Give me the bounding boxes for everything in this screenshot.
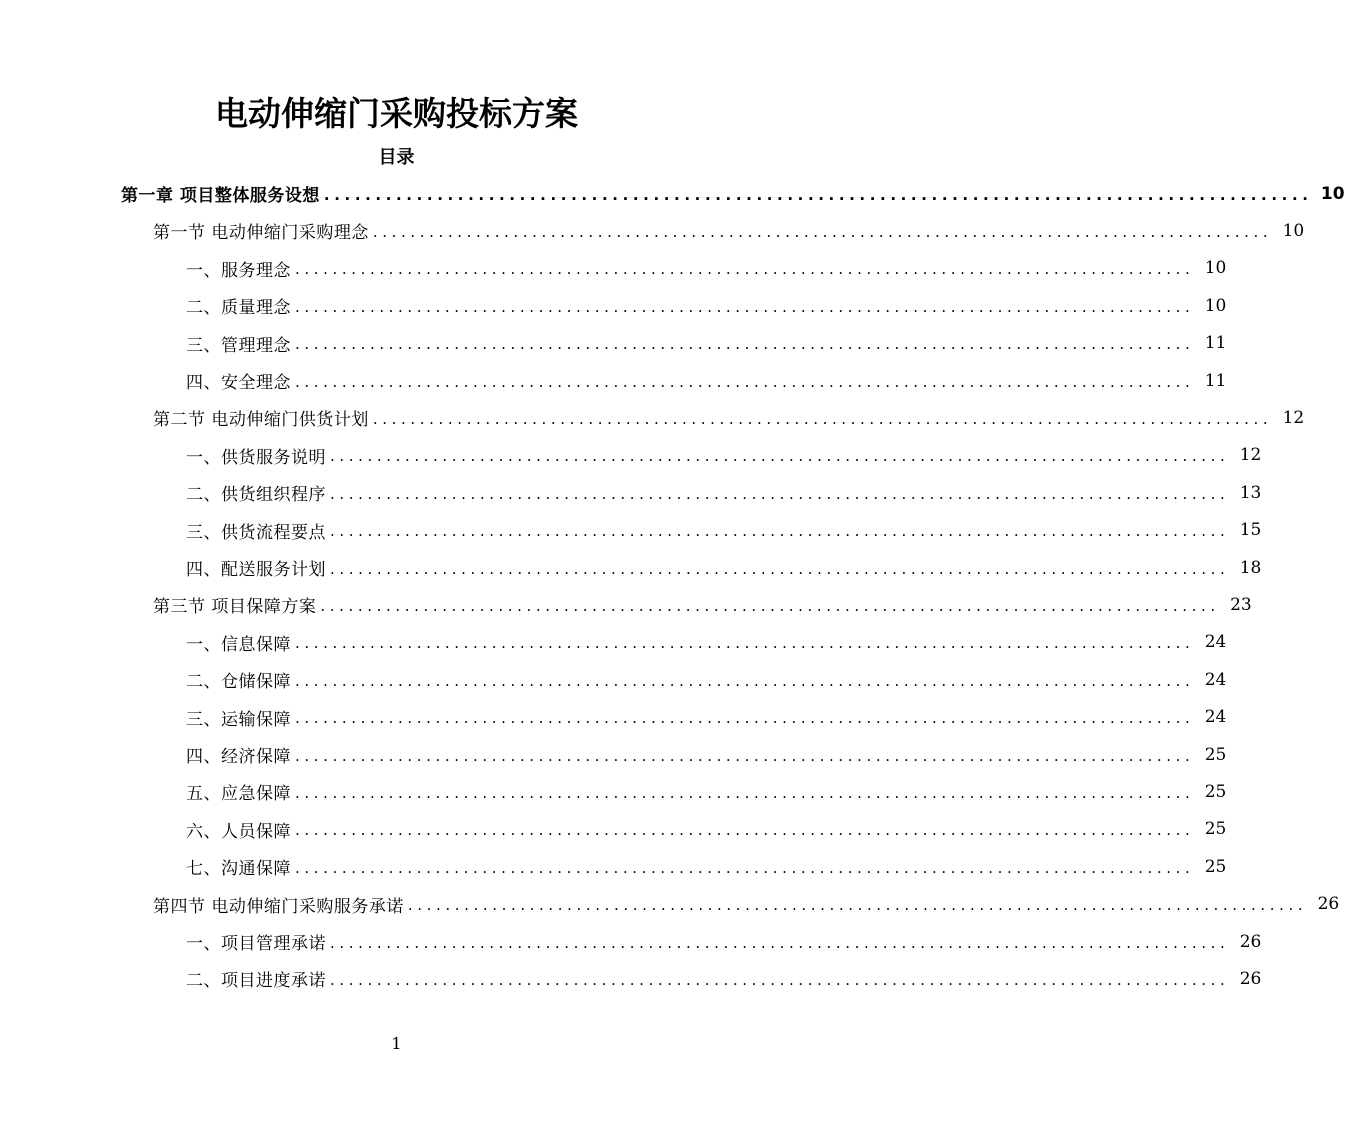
toc-entry-page: 26 bbox=[1317, 894, 1340, 915]
toc-entry-title: 三、供货流程要点 bbox=[186, 522, 326, 543]
toc-entry[interactable] bbox=[186, 287, 1227, 324]
toc-entry-page: 25 bbox=[1204, 781, 1227, 802]
toc-entry[interactable] bbox=[186, 437, 1262, 474]
toc-entry-page: 10 bbox=[1320, 183, 1345, 204]
toc-leader: ................................................................................................ bbox=[295, 335, 1195, 354]
toc-entry-title: 四、安全理念 bbox=[186, 373, 291, 393]
toc-leader: ................................................................................................ bbox=[295, 858, 1195, 877]
toc-entry[interactable] bbox=[186, 362, 1227, 399]
toc-leader: ................................................................................................ bbox=[295, 709, 1195, 728]
toc-entry-title: 第三节 项目保障方案 bbox=[153, 597, 317, 618]
toc-leader: ................................................................................................ bbox=[330, 447, 1230, 466]
toc-entry[interactable] bbox=[186, 699, 1227, 736]
toc-entry[interactable] bbox=[153, 886, 1340, 923]
toc-entry-title: 五、应急保障 bbox=[186, 784, 291, 805]
toc-leader: ................................................................................................ bbox=[323, 185, 1313, 204]
toc-entry-page: 15 bbox=[1239, 520, 1262, 541]
toc-entry-title: 二、项目进度承诺 bbox=[186, 971, 326, 992]
toc-heading: 目录 bbox=[378, 147, 415, 168]
toc-entry[interactable] bbox=[186, 848, 1227, 885]
toc-entry[interactable] bbox=[186, 549, 1262, 586]
toc-entry[interactable] bbox=[186, 811, 1227, 848]
toc-leader: ................................................................................................ bbox=[407, 896, 1308, 915]
toc-entry[interactable] bbox=[186, 661, 1227, 698]
toc-entry-page: 13 bbox=[1239, 482, 1262, 503]
toc-entry-title: 四、配送服务计划 bbox=[186, 560, 326, 580]
toc-entry[interactable] bbox=[153, 586, 1252, 623]
toc-leader: ................................................................................................ bbox=[295, 260, 1195, 279]
toc-entry-page: 10 bbox=[1204, 258, 1227, 279]
toc-entry-page: 11 bbox=[1204, 333, 1227, 354]
toc-entry[interactable] bbox=[153, 399, 1305, 436]
toc-entry-title: 一、项目管理承诺 bbox=[186, 934, 326, 954]
toc-entry-page: 25 bbox=[1204, 744, 1227, 765]
toc-leader: ................................................................................................ bbox=[295, 297, 1195, 316]
toc-entry-title: 六、人员保障 bbox=[186, 821, 291, 842]
toc-entry[interactable] bbox=[186, 474, 1262, 511]
toc-entry-page: 24 bbox=[1204, 632, 1227, 653]
toc-leader: ................................................................................................ bbox=[330, 933, 1230, 952]
toc-entry[interactable] bbox=[186, 923, 1262, 960]
toc-entry-title: 第一节 电动伸缩门采购理念 bbox=[153, 223, 369, 244]
toc-entry-page: 11 bbox=[1204, 370, 1227, 391]
toc-entry-title: 二、供货组织程序 bbox=[186, 485, 326, 506]
toc-leader: ................................................................................................ bbox=[295, 671, 1195, 690]
toc-entry[interactable] bbox=[186, 773, 1227, 810]
toc-entry-title: 一、供货服务说明 bbox=[186, 447, 326, 468]
toc-entry[interactable] bbox=[186, 512, 1262, 549]
toc-entry[interactable] bbox=[153, 212, 1305, 249]
toc-entry-title: 七、沟通保障 bbox=[186, 859, 291, 880]
toc-leader: ................................................................................................ bbox=[295, 372, 1195, 391]
toc-entry-page: 18 bbox=[1239, 557, 1262, 578]
toc-entry-page: 12 bbox=[1282, 407, 1305, 428]
toc-entry[interactable] bbox=[186, 736, 1227, 773]
toc-entry-page: 12 bbox=[1239, 445, 1262, 466]
toc-leader: ................................................................................................ bbox=[372, 222, 1273, 241]
toc-leader: ................................................................................................ bbox=[320, 596, 1220, 615]
toc-entry-title: 四、经济保障 bbox=[186, 747, 291, 767]
toc-entry-page: 26 bbox=[1239, 931, 1262, 952]
toc-entry-title: 三、管理理念 bbox=[186, 335, 291, 356]
toc-entry-page: 25 bbox=[1204, 856, 1227, 877]
toc-entry-title: 一、信息保障 bbox=[186, 634, 291, 655]
toc-entry-page: 25 bbox=[1204, 819, 1227, 840]
toc-entry-title: 一、服务理念 bbox=[186, 260, 291, 281]
toc-entry[interactable] bbox=[186, 624, 1227, 661]
toc-leader: ................................................................................................ bbox=[330, 522, 1230, 541]
toc-entry-page: 10 bbox=[1282, 220, 1305, 241]
toc-entry-title: 第二节 电动伸缩门供货计划 bbox=[153, 410, 369, 431]
toc-leader: ................................................................................................ bbox=[295, 746, 1195, 765]
toc-leader: ................................................................................................ bbox=[330, 559, 1230, 578]
toc-entry-title: 三、运输保障 bbox=[186, 709, 291, 730]
toc-entry-title: 二、质量理念 bbox=[186, 298, 291, 319]
document-title: 电动伸缩门采购投标方案 bbox=[215, 94, 578, 133]
page-number: 1 bbox=[391, 1034, 402, 1053]
toc-leader: ................................................................................................ bbox=[295, 821, 1195, 840]
toc-entry-title: 第四节 电动伸缩门采购服务承诺 bbox=[153, 896, 404, 917]
toc-entry-page: 24 bbox=[1204, 707, 1227, 728]
toc-leader: ................................................................................................ bbox=[330, 970, 1230, 989]
toc-leader: ................................................................................................ bbox=[372, 409, 1273, 428]
toc-entry[interactable] bbox=[186, 325, 1227, 362]
toc-entry-page: 10 bbox=[1204, 295, 1227, 316]
toc-entry[interactable] bbox=[186, 250, 1227, 287]
toc-entry-title: 二、仓储保障 bbox=[186, 672, 291, 693]
toc-entry-title: 第一章 项目整体服务设想 bbox=[121, 186, 320, 206]
toc-leader: ................................................................................................ bbox=[330, 484, 1230, 503]
toc-entry-page: 24 bbox=[1204, 669, 1227, 690]
toc-entry[interactable] bbox=[121, 175, 1345, 212]
toc-entry[interactable] bbox=[186, 960, 1262, 997]
toc-leader: ................................................................................................ bbox=[295, 634, 1195, 653]
toc-entry-page: 26 bbox=[1239, 968, 1262, 989]
toc-entry-page: 23 bbox=[1230, 594, 1252, 615]
toc-leader: ................................................................................................ bbox=[295, 783, 1195, 802]
